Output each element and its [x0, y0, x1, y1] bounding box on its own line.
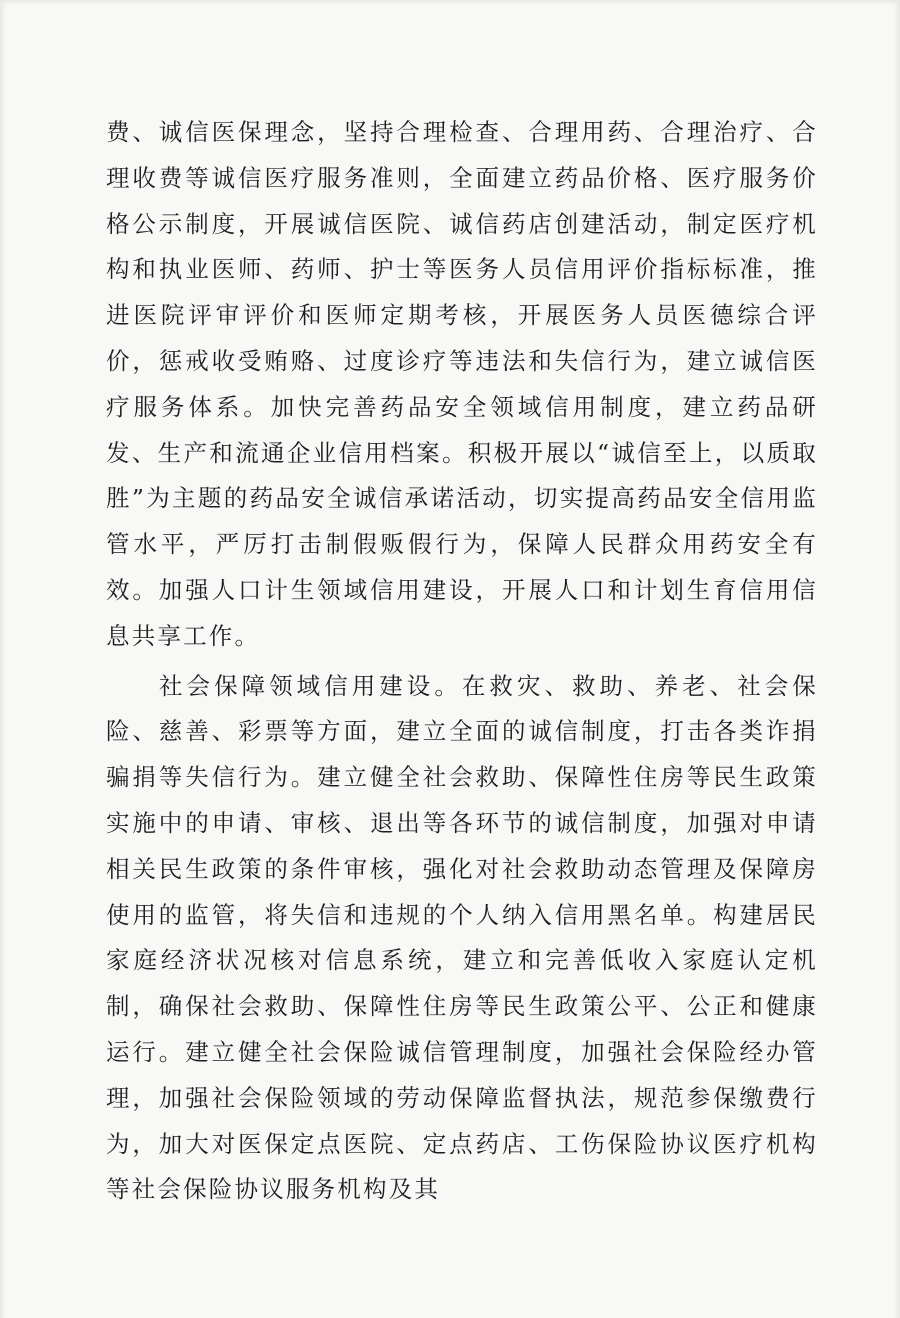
scan-edge-top — [0, 0, 900, 5]
paragraph-medical-credit: 费、诚信医保理念，坚持合理检查、合理用药、合理治疗、合理收费等诚信医疗服务准则，全面建立药品价格、医疗服务价格公示制度，开展诚信医院、诚信药店创建活动，制定医疗机构和执业医师、药师、护士等医务人员信用评价指标标准，推进医院评审评价和医师定期考核，开展医务人员医德综合评价，惩戒收受贿赂、过度诊疗等违法和失信行为，建立诚信医疗服务体系。加快完善药品安全领域信用制度，建立药品研发、生产和流通企业信用档案。积极开展以“诚信至上，以质取胜”为主题的药品安全诚信承诺活动，切实提高药品安全信用监管水平，严厉打击制假贩假行为，保障人民群众用药安全有效。加强人口计生领域信用建设，开展人口和计划生育信用信息共享工作。 — [106, 118, 818, 650]
paragraph-social-security-credit: 社会保障领域信用建设。在救灾、救助、养老、社会保险、慈善、彩票等方面，建立全面的诚信制度，打击各类诈捐骗捐等失信行为。建立健全社会救助、保障性住房等民生政策实施中的申请、审核、退出等各环节的诚信制度，加强对申请相关民生政策的条件审核，强化对社会救助动态管理及保障房使用的监管，将失信和违规的个人纳入信用黑名单。构建居民家庭经济状况核对信息系统，建立和完善低收入家庭认定机制，确保社会救助、保障性住房等民生政策公平、公正和健康运行。建立健全社会保险诚信管理制度，加强社会保险经办管理，加强社会保险领域的劳动保障监督执法，规范参保缴费行为，加大对医保定点医院、定点药店、工伤保险协议医疗机构等社会保险协议服务机构及其 — [106, 671, 818, 1204]
scan-edge-left — [0, 0, 6, 1318]
body-text — [106, 110, 818, 1213]
scan-edge-right — [894, 0, 900, 1318]
